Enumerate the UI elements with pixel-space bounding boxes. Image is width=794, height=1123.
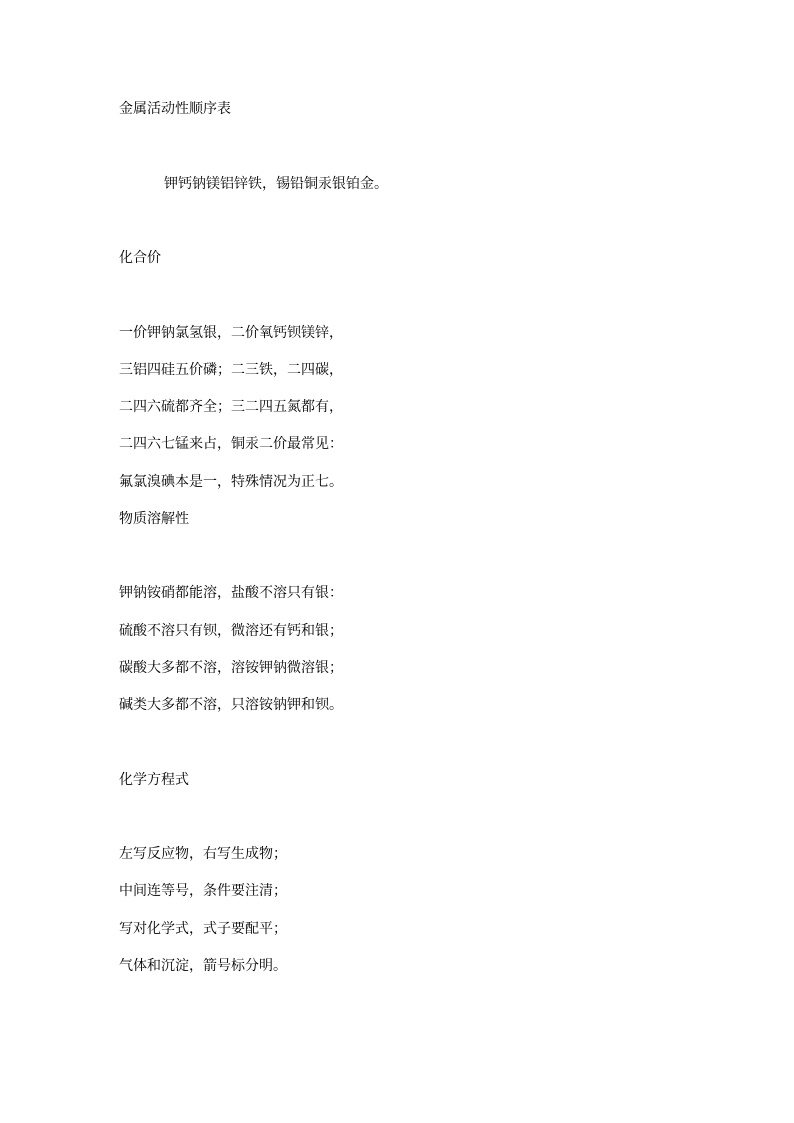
- section-title-metal-activity: 金属活动性顺序表: [119, 101, 231, 117]
- solubility-line: 碱类大多都不溶，只溶铵钠钾和钡。: [119, 697, 343, 713]
- valence-line: 三铝四硅五价磷；二三铁，二四碳，: [119, 362, 343, 378]
- equation-line: 左写反应物，右写生成物；: [119, 846, 287, 862]
- valence-line: 二四六七锰来占，铜汞二价最常见：: [119, 436, 343, 452]
- equation-line: 气体和沉淀，箭号标分明。: [119, 958, 287, 974]
- equation-line: 中间连等号，条件要注清；: [119, 883, 287, 899]
- solubility-line: 硫酸不溶只有钡，微溶还有钙和银；: [119, 623, 343, 639]
- equation-line: 写对化学式，式子要配平；: [119, 921, 287, 937]
- solubility-line: 钾钠铵硝都能溶，盐酸不溶只有银：: [119, 585, 343, 601]
- valence-line: 一价钾钠氯氢银，二价氧钙钡镁锌，: [119, 325, 343, 341]
- valence-line: 二四六硫都齐全；三二四五氮都有，: [119, 399, 343, 415]
- section-title-valence: 化合价: [119, 250, 161, 266]
- section-title-equation: 化学方程式: [119, 772, 189, 788]
- section-title-solubility: 物质溶解性: [119, 511, 189, 527]
- valence-line: 氟氯溴碘本是一，特殊情况为正七。: [119, 474, 343, 490]
- metal-activity-line: 钾钙钠镁铝锌铁，锡铅铜汞银铂金。: [164, 176, 388, 192]
- solubility-line: 碳酸大多都不溶，溶铵钾钠微溶银；: [119, 660, 343, 676]
